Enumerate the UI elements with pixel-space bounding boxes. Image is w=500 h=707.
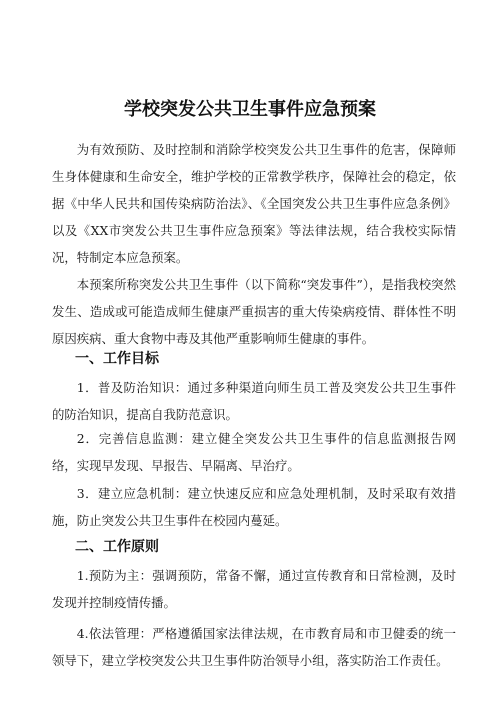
- goal-item-3: 3．建立应急机制：建立快速反应和应急处理机制，及时采取有效措施，防止突发公共卫生事件在校园内蔓延。: [52, 486, 456, 528]
- goal-item-1: 1．普及防治知识：通过多种渠道向师生员工普及突发公共卫生事件的防治知识，提高自我防范意识。: [52, 380, 456, 422]
- principle-item-1: 1.预防为主：强调预防，常备不懈，通过宣传教育和日常检测，及时发现并控制疫情传播。: [52, 568, 456, 610]
- section-heading-principles: 二、工作原则: [75, 539, 159, 555]
- principle-item-4: 4.依法管理：严格遵循国家法律法规，在市教育局和市卫健委的统一领导下，建立学校突发公共卫生事件防治领导小组，落实防治工作责任。: [52, 626, 456, 668]
- intro-paragraph-1: 为有效预防、及时控制和消除学校突发公共卫生事件的危害，保障师生身体健康和生命安全，维护学校的正常教学秩序，保障社会的稳定，依据《中华人民共和国传染病防治法》、《全国突发公共卫生事件应急条例》以及《XX市突发公共卫生事件应急预案》等法律法规，结合我校实际情况，特制定本应急预案。: [52, 142, 456, 265]
- intro-paragraph-2: 本预案所称突发公共卫生事件（以下简称“突发事件”），是指我校突然发生、造成或可能造成师生健康严重损害的重大传染病疫情、群体性不明原因疾病、重大食物中毒及其他严重影响师生健康的事件。: [52, 277, 456, 346]
- document-title: 学校突发公共卫生事件应急预案: [124, 99, 376, 121]
- goal-item-2: 2．完善信息监测：建立健全突发公共卫生事件的信息监测报告网络，实现早发现、早报告、早隔离、早治疗。: [52, 431, 456, 473]
- section-heading-goals: 一、工作目标: [75, 351, 159, 367]
